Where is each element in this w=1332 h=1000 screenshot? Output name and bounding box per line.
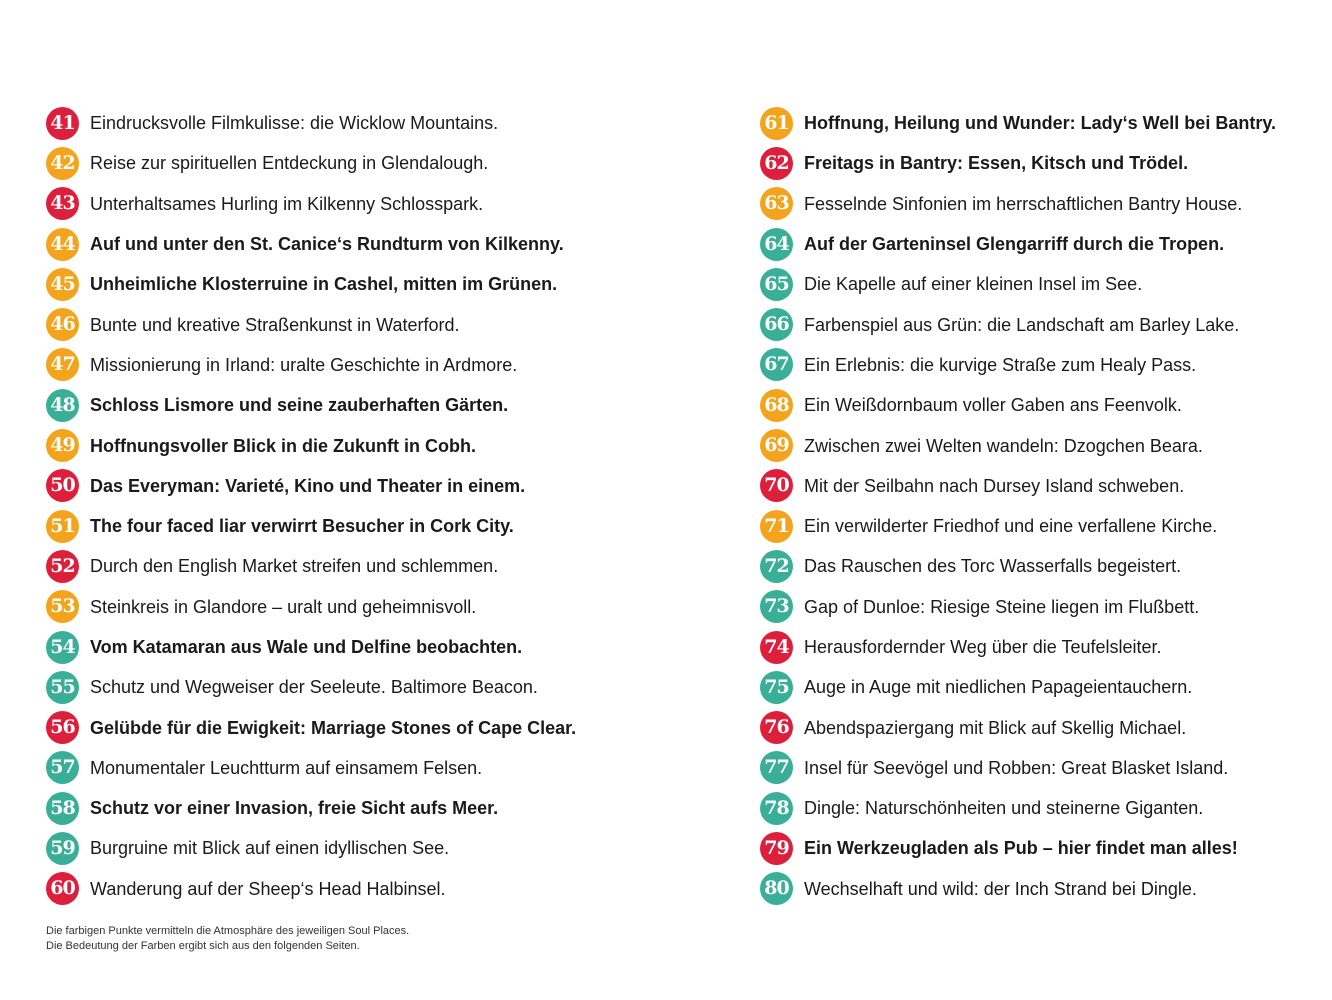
entry-title: Schutz vor einer Invasion, freie Sicht aufs Meer. — [90, 798, 499, 819]
list-item — [46, 828, 726, 868]
list-item — [46, 224, 726, 264]
list-item — [46, 869, 726, 909]
entry-title: Freitags in Bantry: Essen, Kitsch und Trödel. — [804, 153, 1189, 174]
entry-title: Farbenspiel aus Grün: die Landschaft am Barley Lake. — [804, 314, 1240, 335]
list-item — [760, 345, 1320, 385]
entry-title: Hoffnung, Heilung und Wunder: Lady‘s Well bei Bantry. — [804, 113, 1276, 134]
entry-title: Wanderung auf der Sheep‘s Head Halbinsel. — [90, 878, 446, 899]
list-item — [46, 103, 726, 143]
number-badge: 46 — [46, 308, 79, 341]
number-badge: 71 — [760, 510, 793, 543]
entry-title: Abendspaziergang mit Blick auf Skellig Michael. — [804, 717, 1187, 738]
number-badge: 74 — [760, 631, 793, 664]
list-item — [46, 587, 726, 627]
number-badge: 76 — [760, 711, 793, 744]
entry-title: The four faced liar verwirrt Besucher in Cork City. — [90, 516, 514, 537]
entry-title: Burgruine mit Blick auf einen idyllischen See. — [90, 838, 450, 859]
number-badge: 55 — [46, 671, 79, 704]
list-item — [46, 707, 726, 747]
entry-title: Das Everyman: Varieté, Kino und Theater in einem. — [90, 475, 526, 496]
entry-title: Bunte und kreative Straßenkunst in Waterford. — [90, 314, 460, 335]
entry-title: Dingle: Naturschönheiten und steinerne Giganten. — [804, 798, 1204, 819]
list-item — [760, 748, 1320, 788]
entry-title: Unheimliche Klosterruine in Cashel, mitten im Grünen. — [90, 274, 558, 295]
number-badge: 48 — [46, 389, 79, 422]
entry-title: Die Kapelle auf einer kleinen Insel im See. — [804, 274, 1143, 295]
number-badge: 63 — [760, 187, 793, 220]
entry-title: Monumentaler Leuchtturm auf einsamem Felsen. — [90, 757, 483, 778]
entry-title: Mit der Seilbahn nach Dursey Island schweben. — [804, 475, 1185, 496]
number-badge: 69 — [760, 429, 793, 462]
number-badge: 64 — [760, 228, 793, 261]
number-badge: 67 — [760, 348, 793, 381]
entry-list-right — [760, 103, 1320, 909]
number-badge: 68 — [760, 389, 793, 422]
list-item — [760, 184, 1320, 224]
list-item — [760, 425, 1320, 465]
list-item — [46, 184, 726, 224]
list-item — [760, 304, 1320, 344]
list-item — [760, 546, 1320, 586]
list-item — [760, 103, 1320, 143]
list-item — [760, 385, 1320, 425]
number-badge: 42 — [46, 147, 79, 180]
entry-title: Herausfordernder Weg über die Teufelsleiter. — [804, 637, 1162, 657]
entry-title: Gap of Dunloe: Riesige Steine liegen im Flußbett. — [804, 596, 1200, 617]
number-badge: 75 — [760, 671, 793, 704]
number-badge: 47 — [46, 348, 79, 381]
list-item — [46, 143, 726, 183]
entry-title: Wechselhaft und wild: der Inch Strand bei Dingle. — [804, 878, 1197, 899]
footnote — [46, 924, 409, 954]
number-badge: 54 — [46, 631, 79, 664]
list-item — [760, 667, 1320, 707]
list-item — [46, 667, 726, 707]
entry-title: Schutz und Wegweiser der Seeleute. Baltimore Beacon. — [90, 677, 538, 698]
entry-title: Auf und unter den St. Canice‘s Rundturm von Kilkenny. — [90, 234, 564, 255]
list-item — [760, 264, 1320, 304]
number-badge: 43 — [46, 187, 79, 220]
number-badge: 41 — [46, 107, 79, 140]
list-item — [760, 466, 1320, 506]
entry-title: Hoffnungsvoller Blick in die Zukunft in Cobh. — [90, 435, 476, 456]
entry-title: Missionierung in Irland: uralte Geschichte in Ardmore. — [90, 354, 518, 375]
entry-title: Unterhaltsames Hurling im Kilkenny Schlosspark. — [90, 193, 484, 214]
list-item — [46, 546, 726, 586]
entry-title: Ein Weißdornbaum voller Gaben ans Feenvolk. — [804, 395, 1182, 416]
number-badge: 59 — [46, 832, 79, 865]
number-badge: 72 — [760, 550, 793, 583]
entry-title: Vom Katamaran aus Wale und Delfine beobachten. — [90, 637, 523, 657]
list-item — [46, 264, 726, 304]
entry-title: Auge in Auge mit niedlichen Papageientauchern. — [804, 677, 1193, 698]
list-item — [46, 466, 726, 506]
list-item — [46, 788, 726, 828]
number-badge: 61 — [760, 107, 793, 140]
list-item — [760, 869, 1320, 909]
entry-title: Ein Werkzeugladen als Pub – hier findet man alles! — [804, 838, 1238, 859]
list-item — [760, 707, 1320, 747]
entry-title: Eindrucksvolle Filmkulisse: die Wicklow Mountains. — [90, 113, 499, 134]
number-badge: 44 — [46, 228, 79, 261]
footnote-line-1: Die farbigen Punkte vermitteln die Atmosphäre des jeweiligen Soul Places. — [46, 925, 410, 937]
number-badge: 57 — [46, 751, 79, 784]
number-badge: 60 — [46, 872, 79, 905]
number-badge: 77 — [760, 751, 793, 784]
list-item — [46, 425, 726, 465]
entry-list-left — [46, 103, 726, 909]
number-badge: 79 — [760, 832, 793, 865]
number-badge: 70 — [760, 469, 793, 502]
number-badge: 52 — [46, 550, 79, 583]
list-item — [760, 143, 1320, 183]
number-badge: 78 — [760, 792, 793, 825]
number-badge: 53 — [46, 590, 79, 623]
entry-title: Das Rauschen des Torc Wasserfalls begeistert. — [804, 556, 1182, 577]
entry-title: Ein Erlebnis: die kurvige Straße zum Healy Pass. — [804, 354, 1197, 375]
list-item — [760, 506, 1320, 546]
number-badge: 45 — [46, 268, 79, 301]
entry-title: Steinkreis in Glandore – uralt und geheimnisvoll. — [90, 596, 477, 617]
list-item — [46, 345, 726, 385]
number-badge: 58 — [46, 792, 79, 825]
entry-title: Ein verwilderter Friedhof und eine verfallene Kirche. — [804, 516, 1218, 537]
number-badge: 56 — [46, 711, 79, 744]
list-item — [760, 788, 1320, 828]
list-item — [46, 385, 726, 425]
number-badge: 62 — [760, 147, 793, 180]
list-item — [46, 627, 726, 667]
entry-title: Insel für Seevögel und Robben: Great Blasket Island. — [804, 757, 1229, 778]
list-item — [760, 224, 1320, 264]
number-badge: 49 — [46, 429, 79, 462]
entry-title: Gelübde für die Ewigkeit: Marriage Stones of Cape Clear. — [90, 717, 577, 738]
entry-title: Fesselnde Sinfonien im herrschaftlichen Bantry House. — [804, 193, 1243, 214]
number-badge: 65 — [760, 268, 793, 301]
number-badge: 50 — [46, 469, 79, 502]
list-item — [46, 304, 726, 344]
entry-title: Auf der Garteninsel Glengarriff durch die Tropen. — [804, 234, 1225, 255]
entry-title: Schloss Lismore und seine zauberhaften Gärten. — [90, 395, 509, 416]
list-item — [760, 627, 1320, 667]
number-badge: 51 — [46, 510, 79, 543]
number-badge: 66 — [760, 308, 793, 341]
number-badge: 73 — [760, 590, 793, 623]
entry-title: Durch den English Market streifen und schlemmen. — [90, 556, 499, 577]
footnote-line-2: Die Bedeutung der Farben ergibt sich aus den folgenden Seiten. — [46, 940, 360, 952]
list-item — [46, 506, 726, 546]
list-item — [760, 587, 1320, 627]
entry-title: Zwischen zwei Welten wandeln: Dzogchen Beara. — [804, 435, 1203, 456]
list-item — [46, 748, 726, 788]
number-badge: 80 — [760, 872, 793, 905]
list-item — [760, 828, 1320, 868]
entry-title: Reise zur spirituellen Entdeckung in Glendalough. — [90, 153, 489, 174]
